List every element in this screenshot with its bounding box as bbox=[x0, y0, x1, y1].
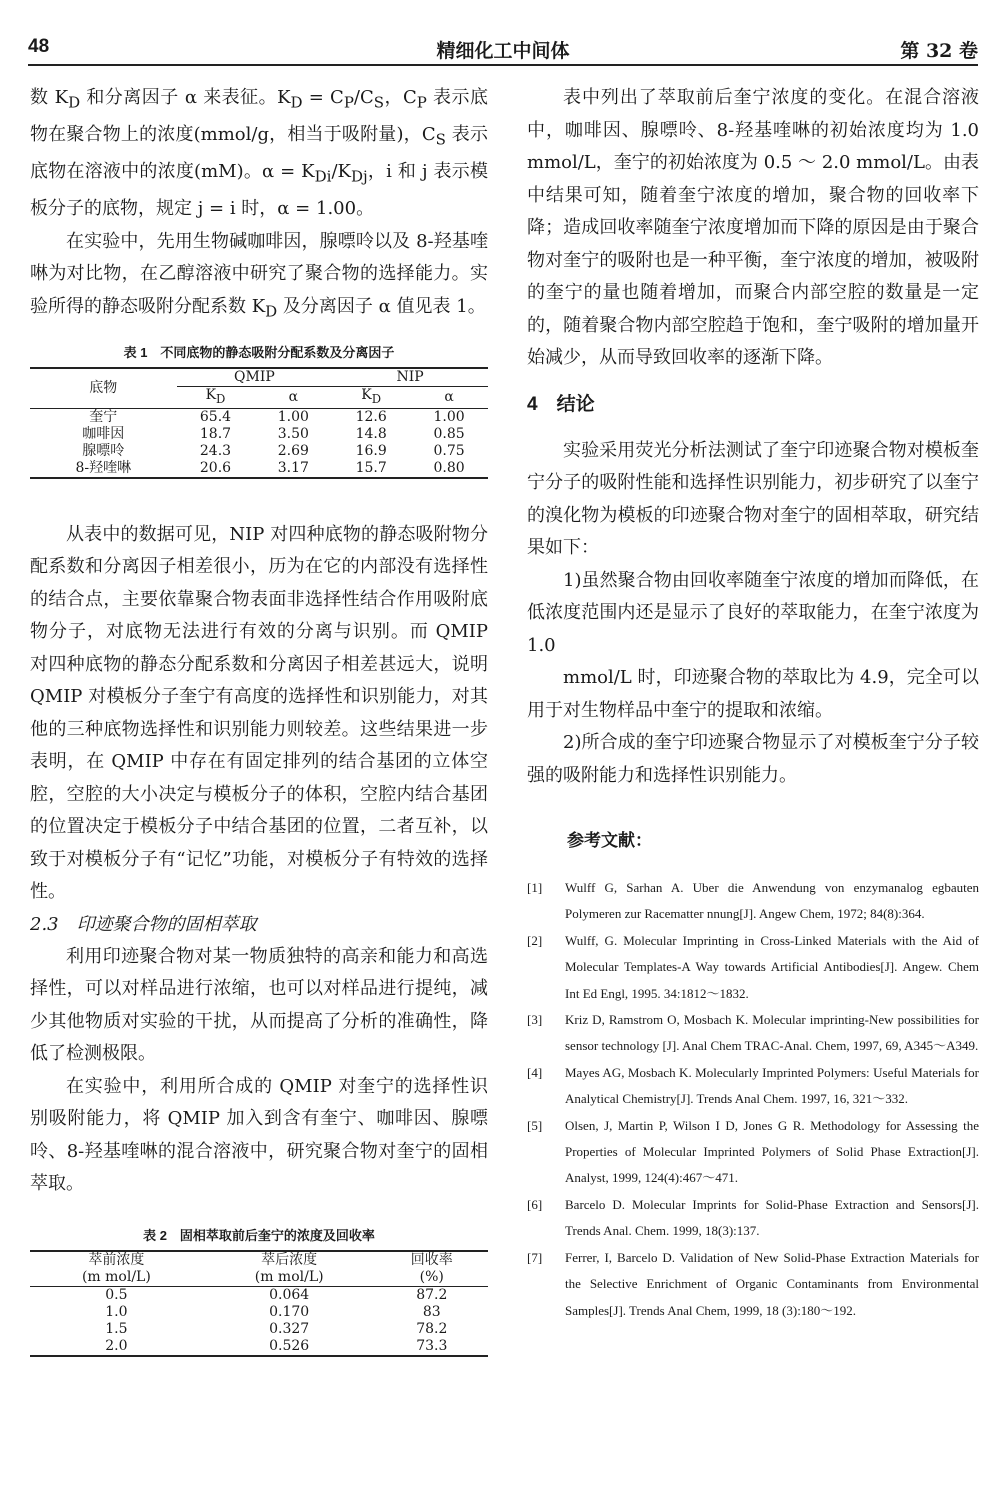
section-title: 2.3 印迹聚合物的固相萃取 bbox=[30, 913, 257, 935]
table-cell: 奎宁 bbox=[89, 408, 118, 425]
table-cell: 0.85 bbox=[433, 425, 465, 442]
paragraph: 数 $K_D$ 和分离因子 α 来表征。$K_D = C_P/C_S$，$C_P$ 表示底物在聚合物上的浓度(mmol/g，相当于吸附量)，$C_S$ 表示底物在溶液中的浓度(mM)。$\alpha = K_{Di}/K_{Dj}$，i 和 j 表示模板分子的底物，规定 j = i 时，α = 1.00。 bbox=[30, 87, 488, 220]
reference-number: [1] bbox=[527, 880, 543, 895]
table1 bbox=[30, 367, 488, 479]
reference-text: Ferrer, I, Barcelo D. Validation of New Solid-Phase Extraction Materials for the Selective Enrichment of Organic Contaminants from Environmental Samples[J]. Trends Anal Chem, 1999, 18 (3):180～192. bbox=[565, 1249, 979, 1318]
page-number: 48 bbox=[28, 36, 50, 57]
table2-col-recovery: 回收率 bbox=[410, 1251, 453, 1268]
table2-unit: (m mol/L) bbox=[81, 1268, 151, 1285]
table-cell: 3.50 bbox=[277, 425, 309, 442]
table-cell: 65.4 bbox=[199, 408, 232, 425]
table-cell: 2.69 bbox=[277, 442, 309, 459]
reference-number: [2] bbox=[527, 932, 543, 948]
references-list bbox=[527, 875, 979, 1324]
reference-item bbox=[527, 1007, 979, 1060]
paragraph: 在实验中，先用生物碱咖啡因，腺嘌呤以及 8-羟基喹啉为对比物，在乙醇溶液中研究了聚合物的选择能力。实验所得的静态吸附分配系数 $K_D$ 及分离因子 α 值见表 1。 bbox=[30, 230, 488, 321]
table1-group-qmip: QMIP bbox=[177, 368, 333, 387]
table1-sub-alpha: α bbox=[444, 388, 454, 405]
table-cell: 78.2 bbox=[416, 1320, 448, 1337]
table-cell: 2.0 bbox=[105, 1337, 128, 1354]
paragraph: 实验采用荧光分析法测试了奎宁印迹聚合物对模板奎宁分子的吸附性能和选择性识别能力，初步研究了以奎宁的溴化物为模板的印迹聚合物对奎宁的固相萃取，研究结果如下： bbox=[527, 439, 979, 558]
reference-number: [3] bbox=[527, 1012, 543, 1028]
running-header bbox=[28, 34, 978, 66]
table1-sub-alpha: α bbox=[288, 388, 299, 405]
reference-text: Wulff, G. Molecular Imprinting in Cross-Linked Materials with the Aid of Molecular Templates-A Way towards Artificial Antibodies[J]. Angew. Chem Int Ed Engl, 1995. 34:1812～1832. bbox=[565, 932, 979, 1001]
table1-group-nip: NIP bbox=[332, 368, 488, 387]
table1-col-substrate: 底物 bbox=[30, 368, 177, 408]
reference-number: [4] bbox=[527, 1064, 543, 1080]
paragraph: mmol/L 时，印迹聚合物的萃取比为 4.9，完全可以用于对生物样品中奎宁的提取和浓缩。 bbox=[527, 667, 979, 721]
table-cell: 20.6 bbox=[199, 459, 232, 476]
table-cell: 14.8 bbox=[355, 425, 387, 442]
table2-unit: (m mol/L) bbox=[254, 1268, 324, 1285]
table1-sub-kd: $K_D$ bbox=[361, 386, 382, 406]
table-cell: 24.3 bbox=[199, 442, 232, 459]
table2 bbox=[30, 1250, 488, 1357]
table1-body bbox=[30, 408, 488, 478]
paragraph: 表中列出了萃取前后奎宁浓度的变化。在混合溶液中，咖啡因、腺嘌呤、8-羟基喹啉的初始浓度均为 1.0 mmol/L，奎宁的初始浓度为 0.5 ～ 2.0 mmol/L。由表中结果可知，随着奎宁浓度的增加，聚合物的回收率下降；造成回收率随奎宁浓度增加而下降的原因是由于聚合物对奎宁的吸附也是一种平衡，奎宁浓度的增加，被吸附的奎宁的量也随着增加，而聚合内部空腔的数量是一定的，随着聚合物内部空腔趋于饱和，奎宁吸附的增加量开始减少，从而导致回收率的逐渐下降。 bbox=[527, 87, 979, 368]
table-cell: 0.327 bbox=[269, 1320, 310, 1337]
reference-item bbox=[527, 875, 979, 928]
table2-unit: (%) bbox=[419, 1268, 444, 1285]
table-cell: 15.7 bbox=[355, 459, 387, 476]
reference-number: [7] bbox=[527, 1249, 543, 1265]
table-row bbox=[30, 443, 488, 460]
table1-sub-kd: $K_D$ bbox=[205, 386, 226, 406]
table-cell: 0.526 bbox=[269, 1337, 310, 1354]
table-row bbox=[30, 1304, 488, 1321]
table-cell: 0.80 bbox=[433, 459, 465, 476]
table-row bbox=[30, 408, 488, 426]
reference-text: Mayes AG, Mosbach K. Molecularly Imprinted Polymers: Useful Materials for Analytical Chemistry[J]. Trends Anal Chem. 1997, 16, 321～332. bbox=[565, 1064, 979, 1107]
table-row bbox=[30, 426, 488, 443]
references-title: 参考文献： bbox=[567, 831, 652, 850]
table-cell: 0.170 bbox=[269, 1303, 310, 1320]
paragraph: 2)所合成的奎宁印迹聚合物显示了对模板奎宁分子较强的吸附能力和选择性识别能力。 bbox=[527, 732, 979, 786]
left-column bbox=[30, 82, 488, 1357]
table-cell: 83 bbox=[422, 1303, 441, 1320]
paragraph: 1)虽然聚合物由回收率随奎宁浓度的增加而降低，在低浓度范围内还是显示了良好的萃取能力，在奎宁浓度为 1.0 bbox=[527, 569, 979, 656]
table-cell: 3.17 bbox=[277, 459, 309, 476]
paragraph: 从表中的数据可见，NIP 对四种底物的静态吸附物分配系数和分离因子相差很小，历为在它的内部没有选择性的结合点，主要依靠聚合物表面非选择性结合作用吸附底物分子，对底物无法进行有效的分离与识别。而 QMIP 对四种底物的静态分配系数和分离因子相差甚远大，说明 QMIP 对模板分子奎宁有高度的选择性和识别能力，对其他的三种底物选择性和识别能力则较差。这些结果进一步表明，在 QMIP 中存在有固定排列的结合基团的立体空腔，空腔的大小决定与模板分子的体积，空腔内结合基团的位置决定于模板分子中结合基团的位置，二者互补，以致于对模板分子有“记忆”功能，对模板分子有特效的选择性。 bbox=[30, 523, 488, 903]
table-cell: 0.064 bbox=[269, 1286, 310, 1303]
reference-item bbox=[527, 928, 979, 1007]
reference-item bbox=[527, 1192, 979, 1245]
table2-body bbox=[30, 1286, 488, 1356]
table-cell: 1.00 bbox=[433, 408, 465, 425]
table-cell: 18.7 bbox=[199, 425, 232, 442]
table-cell: 1.5 bbox=[105, 1320, 128, 1337]
table-cell: 12.6 bbox=[355, 408, 387, 425]
table-cell: 1.0 bbox=[105, 1303, 128, 1320]
reference-number: [6] bbox=[527, 1196, 543, 1212]
table2-col-after: 萃后浓度 bbox=[261, 1251, 318, 1268]
journal-title: 精细化工中间体 bbox=[436, 40, 570, 62]
table-cell: 腺嘌呤 bbox=[82, 442, 125, 459]
paragraph: 利用印迹聚合物对某一物质独特的高亲和能力和高选择性，可以对样品进行浓缩，也可以对样品进行提纯，减少其他物质对实验的干扰，从而提高了分析的准确性，降低了检测极限。 bbox=[30, 945, 488, 1065]
table2-col-before: 萃前浓度 bbox=[88, 1251, 145, 1268]
reference-item bbox=[527, 1113, 979, 1192]
reference-text: Barcelo D. Molecular Imprints for Solid-Phase Extraction and Sensors[J]. Trends Anal. Chem. 1999, 18(3):137. bbox=[565, 1196, 979, 1239]
table-cell: 16.9 bbox=[355, 442, 387, 459]
reference-item bbox=[527, 1245, 979, 1324]
reference-text: Wulff G, Sarhan A. Uber die Anwendung von enzymanalog egbauten Polymeren zur Racematter nnung[J]. Angew Chem, 1972; 84(8):364. bbox=[565, 880, 979, 922]
reference-item bbox=[527, 1060, 979, 1113]
table-row bbox=[30, 1321, 488, 1338]
reference-text: Kriz D, Ramstrom O, Mosbach K. Molecular imprinting-New possibilities for sensor technology [J]. Anal Chem TRAC-Anal. Chem, 1997, 69, A345～A349. bbox=[565, 1012, 979, 1054]
table-row bbox=[30, 1338, 488, 1356]
table-cell: 73.3 bbox=[416, 1337, 448, 1354]
table-row bbox=[30, 460, 488, 478]
reference-text: Olsen, J, Martin P, Wilson I D, Jones G R. Methodology for Assessing the Properties of Molecular Imprinted Polymers of Solid Phase Extraction[J]. Analyst, 1999, 124(4):467～471. bbox=[565, 1117, 979, 1186]
table1-caption: 表 1 不同底物的静态吸附分配系数及分离因子 bbox=[123, 344, 395, 360]
table-cell: 0.5 bbox=[105, 1286, 128, 1303]
table-cell: 咖啡因 bbox=[82, 425, 125, 442]
table-row bbox=[30, 1286, 488, 1304]
reference-number: [5] bbox=[527, 1117, 543, 1133]
right-column bbox=[527, 82, 979, 1324]
paragraph: 在实验中，利用所合成的 QMIP 对奎宁的选择性识别吸附能力，将 QMIP 加入到含有奎宁、咖啡因、腺嘌呤、8-羟基喹啉的混合溶液中，研究聚合物对奎宁的固相萃取。 bbox=[30, 1075, 488, 1195]
table-cell: 0.75 bbox=[433, 442, 465, 459]
table-cell: 87.2 bbox=[416, 1286, 448, 1303]
section-title: 4 结论 bbox=[527, 393, 595, 415]
volume-label: 第 32 卷 bbox=[900, 40, 978, 62]
table-cell: 8-羟喹啉 bbox=[75, 459, 132, 476]
table-cell: 1.00 bbox=[277, 408, 309, 425]
table2-caption: 表 2 固相萃取前后奎宁的浓度及回收率 bbox=[143, 1227, 375, 1243]
